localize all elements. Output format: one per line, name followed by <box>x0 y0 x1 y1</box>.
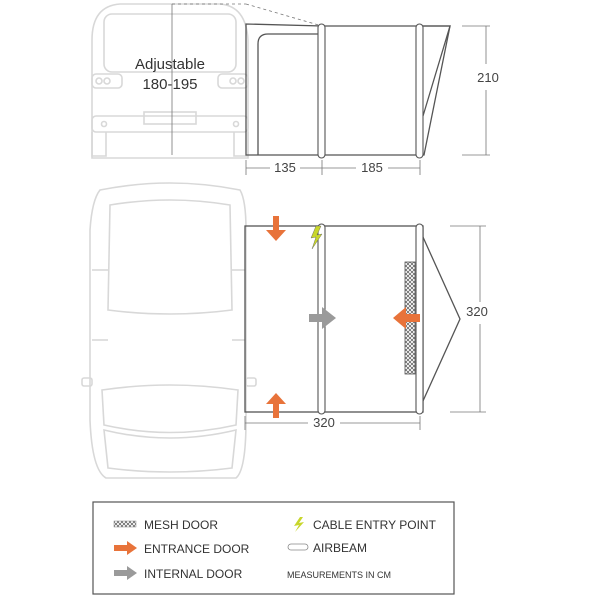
van-light-dot <box>104 78 110 84</box>
awning-rear-door <box>423 26 450 116</box>
van-reflector <box>102 122 107 127</box>
adjustable-range: 180-195 <box>142 76 198 93</box>
mesh-door-icon <box>114 521 136 527</box>
adjustable-label: Adjustable <box>134 56 206 73</box>
van-bonnet <box>104 430 236 472</box>
airbeam-front <box>318 24 325 158</box>
van-windscreen <box>102 385 238 433</box>
awning-inner-arch <box>258 34 318 155</box>
legend-mesh-door: MESH DOOR <box>144 518 219 532</box>
dim-height-label: 210 <box>477 70 499 85</box>
legend-measurements-note: MEASUREMENTS IN CM <box>287 570 392 580</box>
van-reflector <box>234 122 239 127</box>
entrance-arrow-icon <box>266 393 286 418</box>
internal-arrow-icon <box>309 307 336 329</box>
dim-depth-label: 320 <box>466 304 488 319</box>
van-licence-plate <box>144 112 196 124</box>
legend <box>93 502 454 594</box>
van-light-dot <box>230 78 236 84</box>
dim-front-label: 135 <box>274 160 296 175</box>
legend-internal-door: INTERNAL DOOR <box>144 567 243 581</box>
airbeam-icon <box>288 544 308 550</box>
van-plan-outline <box>90 183 246 478</box>
van-roof <box>108 200 232 314</box>
plan-van <box>82 183 256 478</box>
van-wheel-left <box>92 132 106 156</box>
dim-width-label: 320 <box>313 415 335 430</box>
adjustable-dash-slope <box>246 4 322 26</box>
awning-rear-porch <box>418 226 460 412</box>
dim-main-label: 185 <box>361 160 383 175</box>
van-light-dot <box>96 78 102 84</box>
legend-cable-entry: CABLE ENTRY POINT <box>313 518 436 532</box>
legend-airbeam: AIRBEAM <box>313 541 368 555</box>
van-light-dot <box>238 78 244 84</box>
awning-elevation <box>246 24 499 175</box>
plan-awning <box>245 216 488 430</box>
legend-entrance-door: ENTRANCE DOOR <box>144 542 250 556</box>
rear-van-elevation <box>92 4 322 158</box>
entrance-arrow-icon <box>266 216 286 241</box>
van-mirror-right <box>246 378 256 386</box>
airbeam-rear <box>416 24 423 158</box>
